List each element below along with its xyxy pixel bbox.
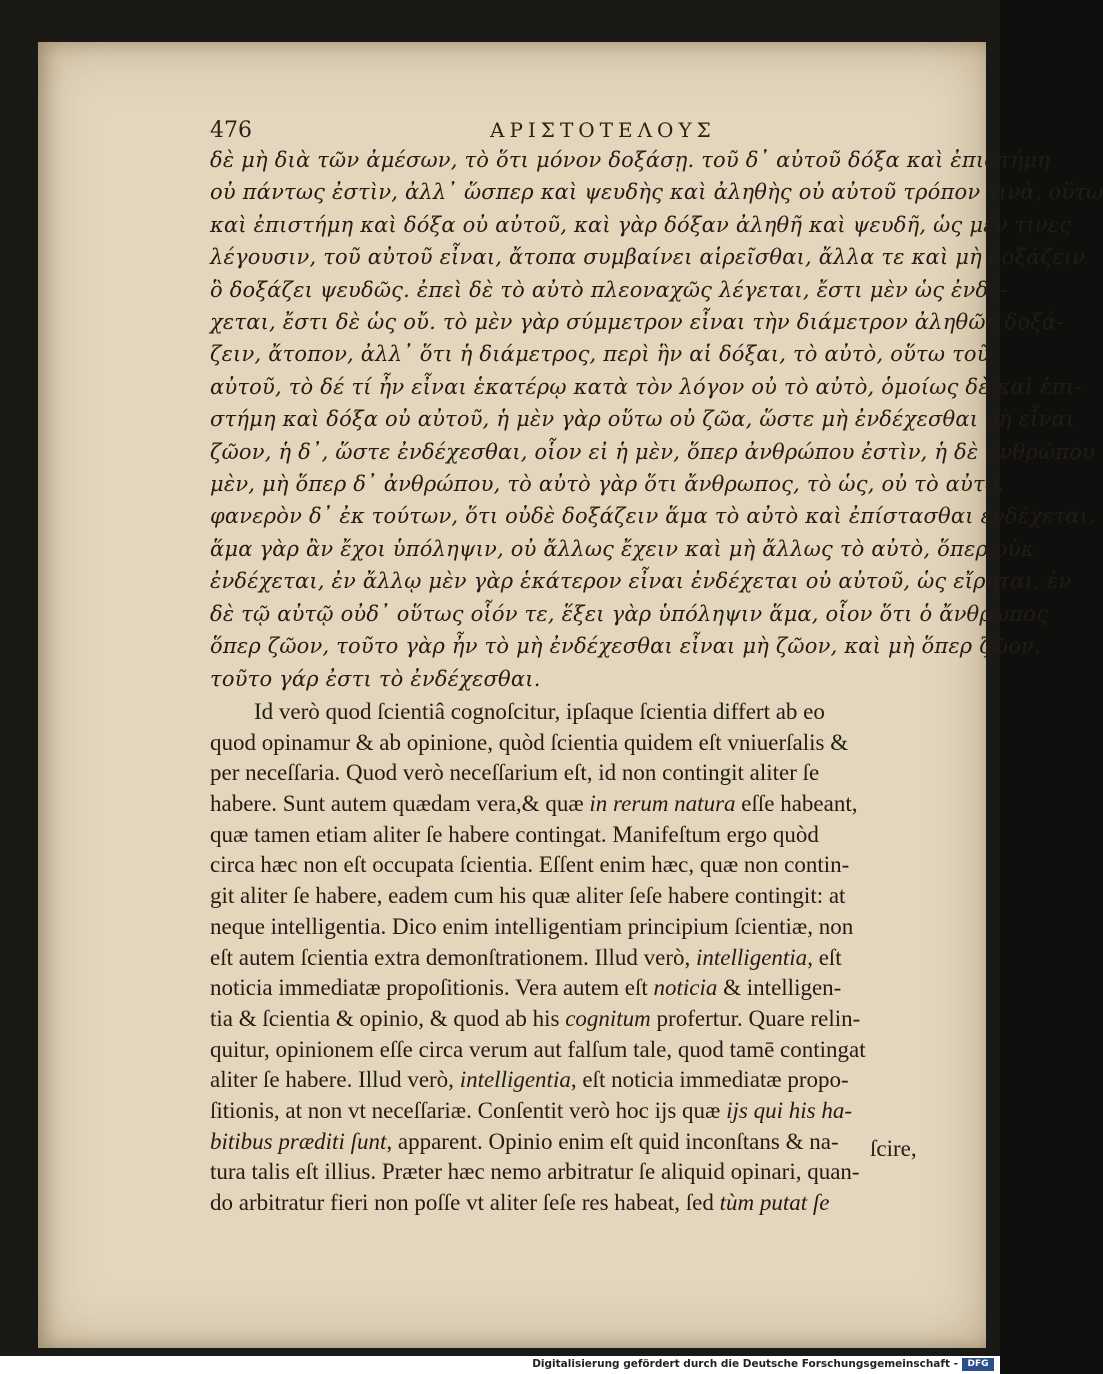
greek-line: στήμη καὶ δόξα οὐ αὐτοῦ, ἡ μὲν γὰρ οὕτω οὐ ζῶα, ὥστε μὴ ἐνδέχεσθαι μὴ εἶναι (210, 407, 1075, 432)
greek-line: χεται, ἔστι δὲ ὡς οὔ. τὸ μὲν γὰρ σύμμετρον εἶναι τὴν διάμετρον ἀληθῶς δοξά- (210, 310, 1064, 335)
latin-run: profertur. Quare relin- (650, 1005, 861, 1031)
latin-run: eſt autem ſcientia extra demonſtrationem. Illud verò, (210, 944, 697, 970)
book-page (38, 42, 1103, 1348)
latin-run: , apparent. Opinio enim eſt quid inconſtans & na- (386, 1128, 839, 1154)
latin-run: noticia immediatæ propoſitionis. Vera autem eſt (210, 975, 654, 1001)
greek-line: μὲν, μὴ ὅπερ δ᾽ ἀνθρώπου, τὸ αὐτὸ γὰρ ὅτι ἄνθρωπος, τὸ ὡς, οὐ τὸ αὐτό. (210, 472, 1005, 497)
latin-line: Id verò quod ſcientiâ cognoſcitur, ipſaque ſcientia differt ab eo (254, 698, 825, 724)
greek-line: ζῶον, ἡ δ᾽, ὥστε ἐνδέχεσθαι, οἷον εἰ ἡ μὲν, ὅπερ ἀνθρώπου ἐστὶν, ἡ δὲ ἀνθρώπου (210, 439, 1096, 464)
greek-text-block (210, 144, 1103, 695)
greek-line: ζειν, ἄτοπον, ἀλλ᾽ ὅτι ἡ διάμετρος, περὶ ἣν αἱ δόξαι, τὸ αὐτὸ, οὕτω τοῦ (210, 342, 990, 367)
page-content (210, 112, 1103, 1219)
latin-italic-run: cognitum (565, 1005, 651, 1031)
latin-line: per neceſſaria. Quod verò neceſſarium eſt, id non contingit aliter ſe (210, 760, 820, 786)
latin-run: do arbitratur fieri non poſſe vt aliter ſeſe res habeat, ſed (210, 1190, 720, 1216)
latin-line: quitur, opinionem eſſe circa verum aut falſum tale, quod tamē contingat (210, 1036, 866, 1062)
greek-line: λέγουσιν, τοῦ αὐτοῦ εἶναι, ἄτοπα συμβαίνει αἱρεῖσθαι, ἄλλα τε καὶ μὴ δοξάζειν (210, 245, 1086, 270)
catchword: ſcire, (870, 1136, 917, 1161)
latin-italic-run: intelligentia (696, 944, 808, 970)
latin-line (210, 1004, 970, 1035)
latin-run: habere. Sunt autem quædam vera,& quæ (210, 791, 590, 817)
latin-line: neque intelligentia. Dico enim intelligentiam principium ſcientiæ, non (210, 913, 854, 939)
footer-bar (0, 1356, 1000, 1374)
latin-run: eſſe habeant, (735, 791, 858, 817)
latin-line (210, 1096, 970, 1127)
greek-line: τοῦτο γάρ ἐστι τὸ ἐνδέχεσθαι. (210, 666, 541, 691)
latin-italic-run: noticia (653, 975, 718, 1001)
greek-line: ὅπερ ζῶον, τοῦτο γὰρ ἦν τὸ μὴ ἐνδέχεσθαι εἶναι μὴ ζῶον, καὶ μὴ ὅπερ ζῶον. (210, 634, 1041, 659)
greek-line: αὐτοῦ, τὸ δέ τί ἦν εἶναι ἑκατέρῳ κατὰ τὸν λόγον οὐ τὸ αὐτὸ, ὁμοίως δὲ καὶ ἐπι- (210, 374, 1082, 399)
latin-run: , eſt (807, 944, 842, 970)
latin-run: tia & ſcientia & opinio, & quod ab his (210, 1005, 566, 1031)
latin-run: , eſt noticia immediatæ propo- (570, 1067, 849, 1093)
latin-italic-run: tùm putat ſe (719, 1190, 830, 1216)
latin-line: circa hæc non eſt occupata ſcientia. Eſſent enim hæc, quæ non contin- (210, 852, 850, 878)
greek-line: ἐνδέχεται, ἐν ἄλλῳ μὲν γὰρ ἑκάτερον εἶναι ἐνδέχεται οὐ αὐτοῦ, ὡς εἴρηται, ἐν (210, 569, 1072, 594)
latin-line: quæ tamen etiam aliter ſe habere contingat. Manifeſtum ergo quòd (210, 821, 819, 847)
latin-text-block (210, 697, 970, 1219)
latin-italic-run: bitibus præditi ſunt (210, 1128, 387, 1154)
latin-run: & intelligen- (717, 975, 842, 1001)
greek-line: φανερὸν δ᾽ ἐκ τούτων, ὅτι οὐδὲ δοξάζειν ἅμα τὸ αὐτὸ καὶ ἐπίστασθαι ἐνδέχεται, (210, 504, 1096, 529)
greek-line: ὃ δοξάζει ψευδῶς. ἐπεὶ δὲ τὸ αὐτὸ πλεοναχῶς λέγεται, ἔστι μὲν ὡς ἐνδέ- (210, 277, 1008, 302)
greek-line: δὲ τῷ αὐτῷ οὐδ᾽ οὕτως οἷόν τε, ἕξει γὰρ ὑπόληψιν ἅμα, οἷον ὅτι ὁ ἄνθρωπος (210, 601, 1049, 626)
latin-line (210, 789, 970, 820)
greek-line: οὐ πάντως ἐστὶν, ἀλλ᾽ ὥσπερ καὶ ψευδὴς καὶ ἀληθὴς οὐ αὐτοῦ τρόπον τινὰ, οὕτω (210, 180, 1103, 205)
greek-line: ἅμα γὰρ ἂν ἔχοι ὑπόληψιν, οὐ ἄλλως ἔχειν καὶ μὴ ἄλλως τὸ αὐτὸ, ὅπερ οὐκ (210, 536, 1035, 561)
dfg-logo: DFG (962, 1358, 994, 1371)
latin-run: aliter ſe habere. Illud verò, (210, 1067, 460, 1093)
page-number: 476 (210, 118, 252, 143)
latin-italic-run: in rerum natura (589, 791, 736, 817)
latin-line: git aliter ſe habere, eadem cum his quæ aliter ſeſe habere contingit: at (210, 883, 846, 909)
latin-line (210, 1188, 970, 1219)
latin-line: tura talis eſt illius. Præter hæc nemo arbitratur ſe aliquid opinari, quan- (210, 1159, 860, 1185)
greek-line: δὲ μὴ διὰ τῶν ἀμέσων, τὸ ὅτι μόνον δοξάσῃ. τοῦ δ᾽ αὐτοῦ δόξα καὶ ἐπιστήμη (210, 148, 1051, 172)
page-header (210, 112, 970, 144)
latin-run: ſitionis, at non vt neceſſariæ. Conſentit verò hoc ijs quæ (210, 1098, 727, 1124)
latin-line (210, 943, 970, 974)
latin-line (210, 1065, 970, 1096)
latin-line (210, 973, 970, 1004)
latin-line: quod opinamur & ab opinione, quòd ſcientia quidem eſt vniuerſalis & (210, 729, 849, 755)
running-title: ΑΡΙΣΤΟΤΕΛΟΥΣ (490, 118, 716, 142)
latin-italic-run: intelligentia (459, 1067, 571, 1093)
latin-italic-run: ijs qui his ha- (726, 1098, 853, 1124)
latin-line (210, 1127, 970, 1158)
greek-line: καὶ ἐπιστήμη καὶ δόξα οὐ αὐτοῦ, καὶ γὰρ δόξαν ἀληθῆ καὶ ψευδῆ, ὡς μέν τινες (210, 212, 1072, 237)
funding-credit: Digitalisierung gefördert durch die Deutsche Forschungsgemeinschaft - (532, 1358, 958, 1370)
